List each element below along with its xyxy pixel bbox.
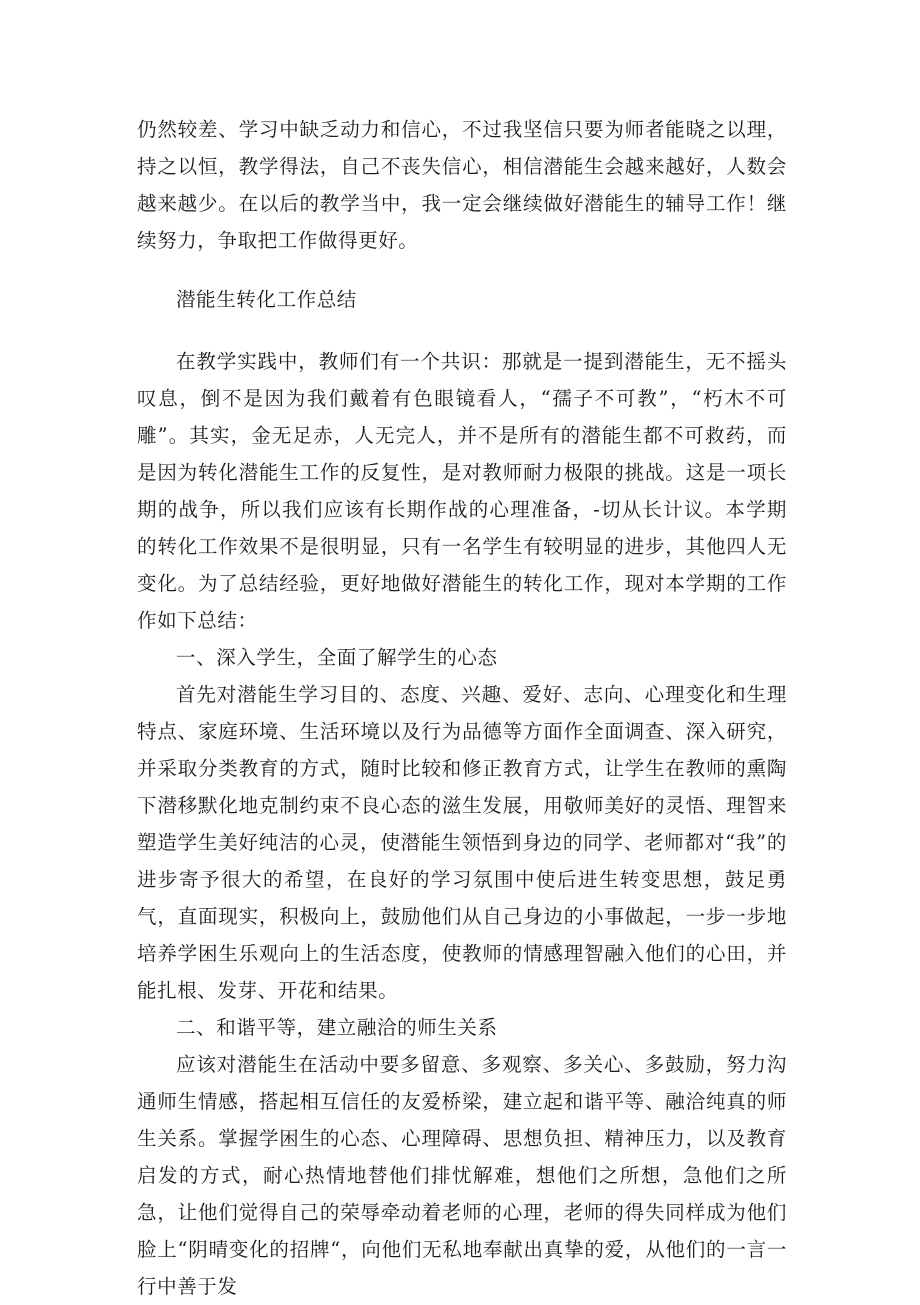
section2-heading: 二、和谐平等，建立融洽的师生关系 [176,1016,498,1039]
intro-paragraph: 在教学实践中，教师们有一个共识：那就是一提到潜能生，无不摇头叹息，倒不是因为我们戴着有色眼镜看人，“孺子不可教”，“朽木不可雕”。其实，金无足赤，人无完人，并不是所有的潜能生都不可救药，而是因为转化潜能生工作的反复性，是对教师耐力极限的挑战。这是一项长期的战争，所以我们应该有长期作战的心理准备，-切从长计议。本学期的转化工作效果不是很明显，只有一名学生有较明显的进步，其他四人无变化。为了总结经验，更好地做好潜能生的转化工作，现对本学期的工作作如下总结： [137,350,787,632]
section1-paragraph: 首先对潜能生学习目的、态度、兴趣、爱好、志向、心理变化和生理特点、家庭环境、生活环境以及行为品德等方面作全面调查、深入研究，并采取分类教育的方式，随时比较和修正教育方式，让学生在教师的熏陶下潜移默化地克制约束不良心态的滋生发展，用敬师美好的灵悟、理智来塑造学生美好纯洁的心灵，使潜能生领悟到身边的同学、老师都对“我”的进步寄予很大的希望，在良好的学习氛围中使后进生转变思想，鼓足勇气，直面现实，积极向上，鼓励他们从自己身边的小事做起，一步一步地培养学困生乐观向上的生活态度，使教师的情感理智融入他们的心田，并能扎根、发芽、开花和结果。 [137,683,787,1002]
main-text-block [137,343,787,1305]
section2-paragraph: 应该对潜能生在活动中要多留意、多观察、多关心、多鼓励，努力沟通师生情感，搭起相互信任的友爱桥梁，建立起和谐平等、融洽纯真的师生关系。掌握学困生的心态、心理障碍、思想负担、精神压力，以及教育启发的方式，耐心热情地替他们排忧解难，想他们之所想，急他们之所急，让他们觉得自己的荣辱牵动着老师的心理，老师的得失同样成为他们脸上“阴晴变化的招牌“，向他们无私地奉献出真挚的爱，从他们的一言一行中善于发 [137,1053,787,1298]
continued-text-block [137,111,787,259]
title-block [137,281,787,318]
section1-heading: 一、深入学生，全面了解学生的心态 [176,646,498,669]
document-title: 潜能生转化工作总结 [176,288,357,311]
continued-paragraph: 仍然较差、学习中缺乏动力和信心，不过我坚信只要为师者能晓之以理，持之以恒，教学得法，自己不丧失信心，相信潜能生会越来越好，人数会越来越少。在以后的教学当中，我一定会继续做好潜能生的辅导工作！继续努力，争取把工作做得更好。 [137,118,787,252]
